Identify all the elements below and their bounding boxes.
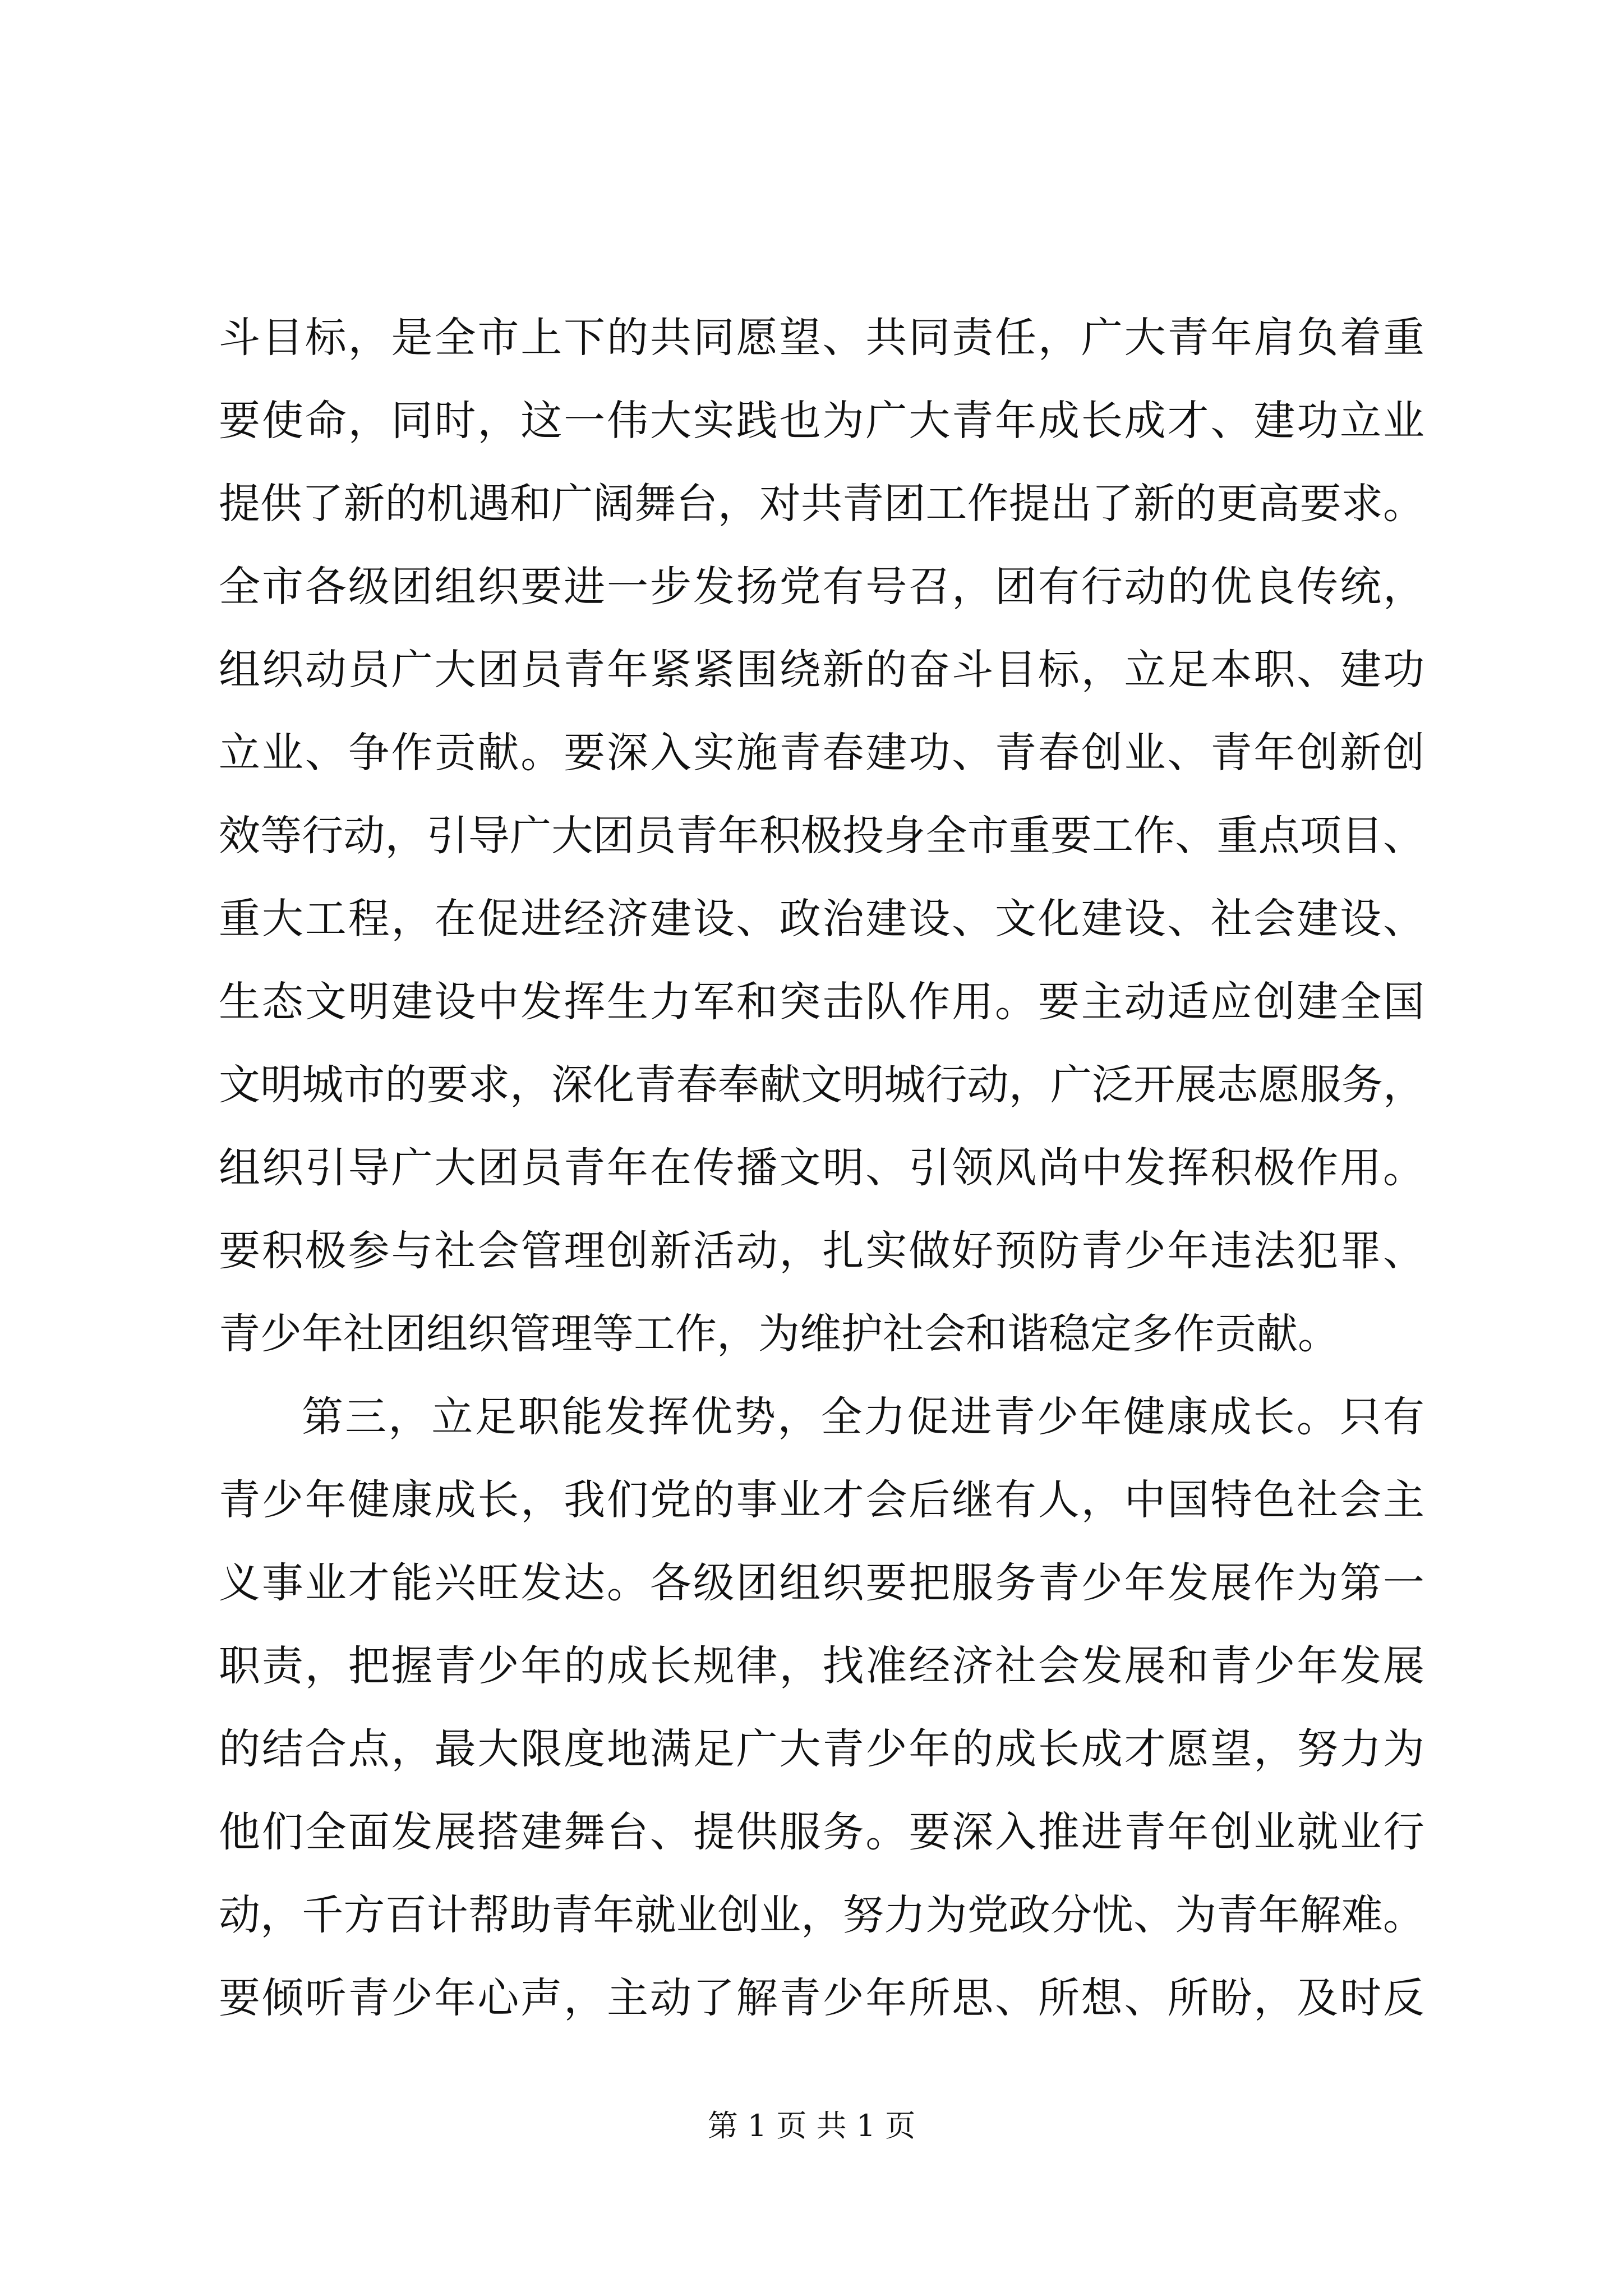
- paragraph-start-line: 第三，立足职能发挥优势，全力促进青少年健康成长。只有: [302, 1393, 1424, 1441]
- text-line: 全市各级团组织要进一步发扬党有号召，团有行动的优良传统，: [219, 563, 1424, 611]
- text-line: 重大工程，在促进经济建设、政治建设、文化建设、社会建设、: [219, 895, 1424, 943]
- text-line: 提供了新的机遇和广阔舞台，对共青团工作提出了新的更高要求。: [219, 480, 1424, 528]
- text-line: 动，千方百计帮助青年就业创业，努力为党政分忧、为青年解难。: [219, 1891, 1424, 1939]
- text-line: 青少年健康成长，我们党的事业才会后继有人，中国特色社会主: [219, 1476, 1424, 1524]
- text-line: 要倾听青少年心声，主动了解青少年所思、所想、所盼，及时反: [219, 1974, 1424, 2022]
- page-footer: 第 1 页 共 1 页: [707, 2108, 916, 2143]
- text-line: 要使命，同时，这一伟大实践也为广大青年成长成才、建功立业: [219, 397, 1424, 445]
- body-text: [219, 296, 1424, 2040]
- text-line: 斗目标，是全市上下的共同愿望、共同责任，广大青年肩负着重: [219, 314, 1424, 362]
- text-line: 文明城市的要求，深化青春奉献文明城行动，广泛开展志愿服务，: [219, 1061, 1424, 1109]
- text-line: 效等行动，引导广大团员青年积极投身全市重要工作、重点项目、: [219, 812, 1424, 860]
- text-line: 职责，把握青少年的成长规律，找准经济社会发展和青少年发展: [219, 1642, 1424, 1690]
- text-line: 组织引导广大团员青年在传播文明、引领风尚中发挥积极作用。: [219, 1144, 1424, 1192]
- text-line: 他们全面发展搭建舞台、提供服务。要深入推进青年创业就业行: [219, 1808, 1424, 1856]
- text-line: 义事业才能兴旺发达。各级团组织要把服务青少年发展作为第一: [219, 1559, 1424, 1607]
- text-line: 的结合点，最大限度地满足广大青少年的成长成才愿望，努力为: [219, 1725, 1424, 1773]
- text-line: 要积极参与社会管理创新活动，扎实做好预防青少年违法犯罪、: [219, 1227, 1424, 1275]
- text-line: 青少年社团组织管理等工作，为维护社会和谐稳定多作贡献。: [219, 1310, 1339, 1358]
- text-line: 生态文明建设中发挥生力军和突击队作用。要主动适应创建全国: [219, 978, 1424, 1026]
- text-line: 立业、争作贡献。要深入实施青春建功、青春创业、青年创新创: [219, 729, 1424, 777]
- text-line: 组织动员广大团员青年紧紧围绕新的奋斗目标，立足本职、建功: [219, 646, 1424, 694]
